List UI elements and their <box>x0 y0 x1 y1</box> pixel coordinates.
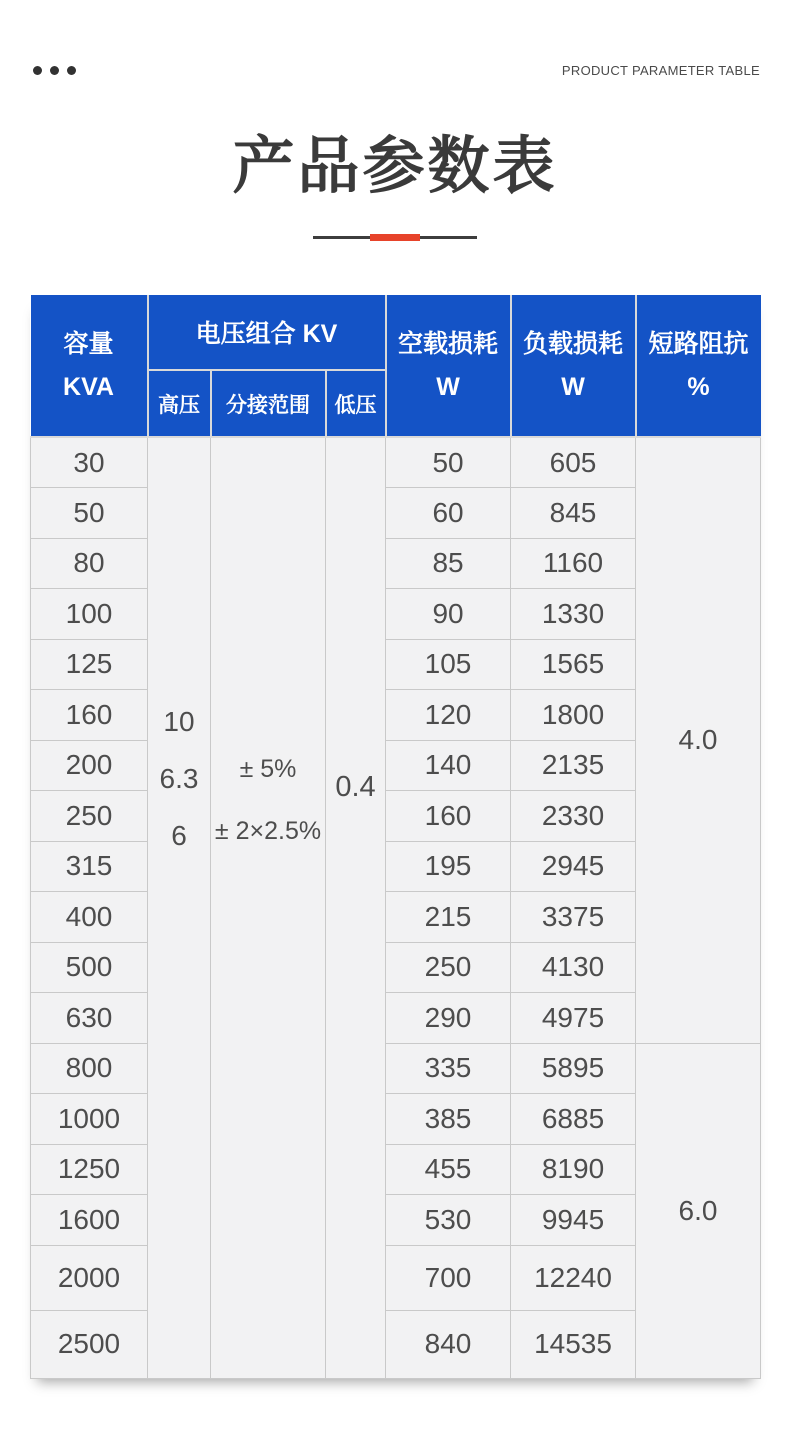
tap-range-values <box>211 738 325 862</box>
load-loss-cell: 845 <box>511 488 636 539</box>
no-load-loss-cell: 215 <box>386 892 511 943</box>
tap-range-value: ± 5% <box>239 754 297 783</box>
capacity-cell: 250 <box>31 791 148 842</box>
col-header-impedance <box>636 295 761 437</box>
capacity-cell: 50 <box>31 488 148 539</box>
load-loss-cell: 1800 <box>511 690 636 741</box>
no-load-loss-cell: 120 <box>386 690 511 741</box>
capacity-cell: 2000 <box>31 1245 148 1310</box>
col-header-impedance-line2: % <box>687 372 710 401</box>
tap-range-merged-cell <box>211 437 326 1378</box>
load-loss-cell: 4975 <box>511 993 636 1044</box>
high-voltage-value: 6 <box>171 820 187 852</box>
no-load-loss-cell: 50 <box>386 437 511 488</box>
header-row-main <box>31 295 761 370</box>
no-load-loss-cell: 105 <box>386 639 511 690</box>
table-row <box>31 437 761 488</box>
col-header-low-voltage: 低压 <box>326 370 386 437</box>
capacity-cell: 2500 <box>31 1310 148 1378</box>
col-header-load-loss-line2: W <box>561 372 585 401</box>
load-loss-cell: 605 <box>511 437 636 488</box>
col-header-impedance-line1: 短路阻抗 <box>648 329 749 358</box>
load-loss-cell: 2330 <box>511 791 636 842</box>
dot-icon <box>50 66 59 75</box>
high-voltage-value: 10 <box>163 706 195 738</box>
high-voltage-value: 6.3 <box>159 763 199 795</box>
tap-range-value: ± 2×2.5% <box>214 816 322 845</box>
no-load-loss-cell: 160 <box>386 791 511 842</box>
load-loss-cell: 2135 <box>511 740 636 791</box>
no-load-loss-cell: 60 <box>386 488 511 539</box>
divider-accent-bar <box>370 234 420 241</box>
capacity-cell: 1000 <box>31 1094 148 1145</box>
capacity-cell: 30 <box>31 437 148 488</box>
title-divider <box>313 236 477 239</box>
capacity-cell: 315 <box>31 841 148 892</box>
high-voltage-merged-cell <box>148 437 211 1378</box>
load-loss-cell: 3375 <box>511 892 636 943</box>
parameter-table-grid <box>30 295 761 1379</box>
no-load-loss-cell: 530 <box>386 1195 511 1246</box>
col-header-no-load-loss <box>386 295 511 437</box>
capacity-cell: 80 <box>31 538 148 589</box>
capacity-cell: 100 <box>31 589 148 640</box>
no-load-loss-cell: 700 <box>386 1245 511 1310</box>
capacity-cell: 125 <box>31 639 148 690</box>
no-load-loss-cell: 140 <box>386 740 511 791</box>
table-body <box>31 437 761 1378</box>
load-loss-cell: 9945 <box>511 1195 636 1246</box>
dot-icon <box>67 66 76 75</box>
table-header <box>31 295 761 437</box>
load-loss-cell: 4130 <box>511 942 636 993</box>
no-load-loss-cell: 385 <box>386 1094 511 1145</box>
no-load-loss-cell: 290 <box>386 993 511 1044</box>
eyebrow-label: PRODUCT PARAMETER TABLE <box>561 63 760 78</box>
load-loss-cell: 2945 <box>511 841 636 892</box>
page-title: 产品参数表 <box>232 132 558 201</box>
load-loss-cell: 12240 <box>511 1245 636 1310</box>
capacity-cell: 630 <box>31 993 148 1044</box>
low-voltage-value: 0.4 <box>335 771 376 804</box>
no-load-loss-cell: 195 <box>386 841 511 892</box>
load-loss-cell: 1330 <box>511 589 636 640</box>
col-header-load-loss <box>511 295 636 437</box>
capacity-cell: 200 <box>31 740 148 791</box>
col-header-capacity-line2: KVA <box>63 372 114 401</box>
low-voltage-merged-cell <box>326 437 386 1378</box>
capacity-cell: 500 <box>31 942 148 993</box>
high-voltage-values <box>148 693 210 864</box>
no-load-loss-cell: 90 <box>386 589 511 640</box>
load-loss-cell: 8190 <box>511 1144 636 1195</box>
no-load-loss-cell: 335 <box>386 1043 511 1094</box>
capacity-cell: 400 <box>31 892 148 943</box>
no-load-loss-cell: 455 <box>386 1144 511 1195</box>
no-load-loss-cell: 250 <box>386 942 511 993</box>
table-row <box>31 1043 761 1094</box>
impedance-merged-cell: 4.0 <box>636 437 761 1043</box>
dot-icon <box>33 66 42 75</box>
load-loss-cell: 5895 <box>511 1043 636 1094</box>
no-load-loss-cell: 840 <box>386 1310 511 1378</box>
col-header-capacity <box>31 295 148 437</box>
no-load-loss-cell: 85 <box>386 538 511 589</box>
col-header-no-load-loss-line2: W <box>436 372 460 401</box>
capacity-cell: 800 <box>31 1043 148 1094</box>
load-loss-cell: 14535 <box>511 1310 636 1378</box>
col-header-load-loss-line1: 负载损耗 <box>523 329 624 358</box>
col-header-high-voltage: 高压 <box>148 370 211 437</box>
col-header-no-load-loss-line1: 空载损耗 <box>398 329 499 358</box>
load-loss-cell: 1160 <box>511 538 636 589</box>
parameter-table <box>30 295 760 1379</box>
capacity-cell: 160 <box>31 690 148 741</box>
impedance-merged-cell: 6.0 <box>636 1043 761 1378</box>
col-header-voltage-combo: 电压组合 KV <box>148 295 386 370</box>
col-header-capacity-line1: 容量 <box>63 329 114 358</box>
col-header-tap-range: 分接范围 <box>211 370 326 437</box>
capacity-cell: 1600 <box>31 1195 148 1246</box>
capacity-cell: 1250 <box>31 1144 148 1195</box>
ellipsis-dots-icon <box>33 66 76 75</box>
load-loss-cell: 1565 <box>511 639 636 690</box>
load-loss-cell: 6885 <box>511 1094 636 1145</box>
